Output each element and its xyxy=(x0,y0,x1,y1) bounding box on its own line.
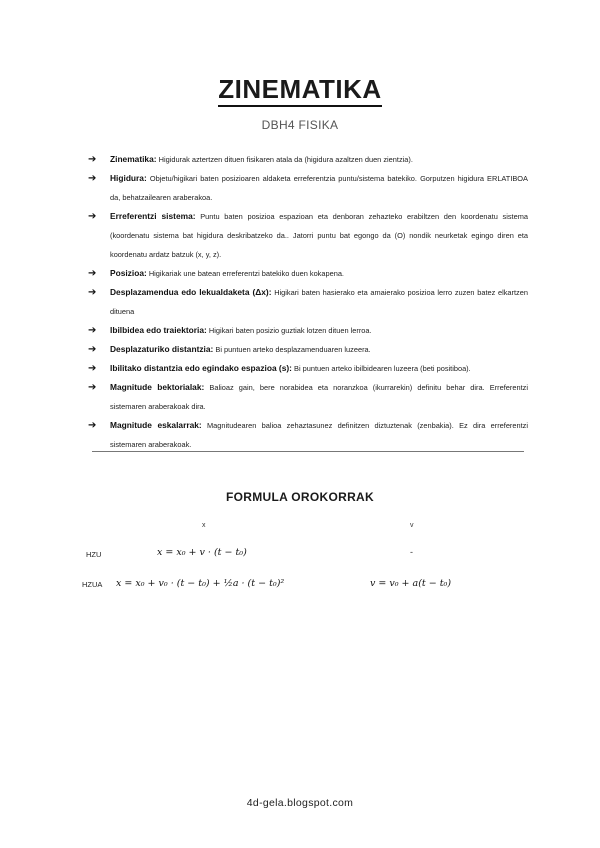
formula-hzu-velocity: - xyxy=(410,547,413,557)
definition-text: Higikari baten hasierako eta amaierako posizioa lerro zuzen batez elkartzen dituena xyxy=(110,288,528,316)
definition-text: Higikariak une batean erreferentzi batekiko duen kokapena. xyxy=(148,269,344,278)
definition-text: Objetu/higikari baten posizioaren aldaketa erreferentzia puntu/sistema batekiko. Gorputzen higidura ERLATIBOA da, behatzailearen araberakoa. xyxy=(110,174,528,202)
arrow-icon: ➔ xyxy=(88,344,97,355)
list-item xyxy=(88,207,528,264)
definition-term: Ibilbidea edo traiektoria: xyxy=(110,325,207,335)
definition-term: Erreferentzi sistema: xyxy=(110,211,196,221)
column-header-v: v xyxy=(410,522,414,529)
definition-term: Posizioa: xyxy=(110,268,147,278)
arrow-icon: ➔ xyxy=(88,173,97,184)
formula-hzua-velocity: v = v₀ + a(t − t₀) xyxy=(370,578,452,589)
definition-text: Higikari baten posizio guztiak lotzen dituen lerroa. xyxy=(208,326,372,335)
page-subtitle: DBH4 FISIKA xyxy=(261,118,339,132)
arrow-icon: ➔ xyxy=(88,363,97,374)
column-header-x: x xyxy=(202,522,206,529)
list-item xyxy=(88,378,528,416)
definition-text: Magnitudearen balioa zehaztasunez definitzen diztuztenak (zenbakia). Ez dira erreferentzi sistemaren araberakoak. xyxy=(110,421,529,449)
list-item xyxy=(88,264,528,283)
arrow-icon: ➔ xyxy=(88,154,97,165)
definition-term: Desplazaturiko distantzia: xyxy=(110,344,214,354)
formulas-title: FORMULA OROKORRAK xyxy=(226,490,374,504)
list-item xyxy=(88,150,528,169)
list-item xyxy=(88,416,528,454)
definition-text: Higidurak aztertzen dituen fisikaren atala da (higidura azaltzen duen zientzia). xyxy=(158,155,413,164)
arrow-icon: ➔ xyxy=(88,382,97,393)
definition-text: Puntu baten posizioa espazioan eta denboran zehazteko erabiltzen den koordenatu sistema (koordenatu sistema bat higidura deskribatzeko da.. Jatorri puntu bat egongo da (O) nondik neurketak egingo diren eta koordenatu ardatz batzuk (x, y, z). xyxy=(110,212,528,259)
definition-term: Magnitude bektorialak: xyxy=(110,382,205,392)
list-item xyxy=(88,340,528,359)
definition-text: Balioaz gain, bere norabidea eta noranzkoa (ikurrarekin) definitu behar dira. Erreferentzi sistemaren araberakoak dira. xyxy=(110,383,528,411)
definition-term: Magnitude eskalarrak: xyxy=(110,420,202,430)
definition-term: Zinematika: xyxy=(110,154,157,164)
definition-term: Desplazamendua edo lekualdaketa (Δx): xyxy=(110,287,272,297)
section-divider xyxy=(92,451,524,452)
list-item xyxy=(88,359,528,378)
formula-hzua-position: x = x₀ + v₀ · (t − t₀) + ½a · (t − t₀)² xyxy=(116,578,285,589)
footer-url: 4d-gela.blogspot.com xyxy=(246,797,354,809)
definition-text: Bi puntuen arteko desplazamenduaren luzeera. xyxy=(215,345,371,354)
row-label-hzu: HZU xyxy=(86,550,102,559)
row-label-hzua: HZUA xyxy=(82,580,103,589)
arrow-icon: ➔ xyxy=(88,268,97,279)
arrow-icon: ➔ xyxy=(88,211,97,222)
arrow-icon: ➔ xyxy=(88,420,97,431)
definition-term: Higidura: xyxy=(110,173,147,183)
page-title: ZINEMATIKA xyxy=(0,74,600,105)
arrow-icon: ➔ xyxy=(88,287,97,298)
definition-text: Bi puntuen arteko ibilbidearen luzeera (beti positiboa). xyxy=(294,364,471,373)
arrow-icon: ➔ xyxy=(88,325,97,336)
formula-hzu-position: x = x₀ + v · (t − t₀) xyxy=(157,547,247,558)
list-item xyxy=(88,169,528,207)
list-item xyxy=(88,321,528,340)
definition-term: Ibilitako distantzia edo egindako espazioa (s): xyxy=(110,363,292,373)
list-item xyxy=(88,283,528,321)
definitions-list xyxy=(88,150,528,454)
